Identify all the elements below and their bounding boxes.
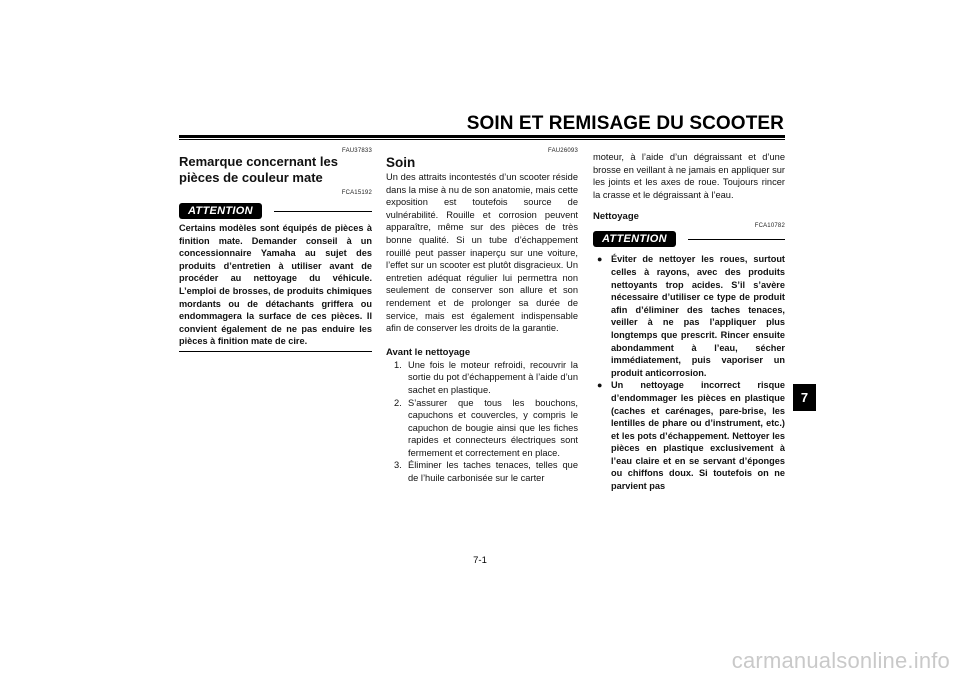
- middle-column: [386, 148, 578, 485]
- page-header-title: SOIN ET REMISAGE DU SCOOTER: [466, 113, 784, 134]
- step-number: 3.: [394, 460, 402, 471]
- bullet-icon: ●: [597, 254, 603, 265]
- continuation-paragraph: moteur, à l’aide d’un dégraissant et d’une brosse en veillant à ne jamais en appliquer sur les joints et les axes de roue. Toujours rincer la crasse et le dégraissant à l’eau.: [593, 152, 785, 200]
- step-number: 2.: [394, 397, 402, 408]
- before-cleaning-steps: [386, 359, 578, 485]
- section-code: FAU37833: [342, 148, 372, 154]
- attention-code: FCA15192: [341, 190, 372, 196]
- attention-badge: ATTENTION: [179, 203, 262, 219]
- chapter-tab: 7: [793, 384, 816, 411]
- right-column: [593, 151, 785, 493]
- left-column: [179, 148, 372, 352]
- list-item: [593, 379, 785, 492]
- cleaning-warnings: [593, 253, 785, 492]
- section-title-soin: Soin: [386, 155, 416, 170]
- section-code: FAU26093: [548, 148, 578, 154]
- header-rule: [179, 135, 785, 138]
- list-item: [386, 397, 578, 460]
- step-number: 1.: [394, 359, 402, 370]
- bullet-icon: ●: [597, 380, 603, 391]
- bullet-text: Éviter de nettoyer les roues, surtout celles à rayons, avec des produits nettoyants trop acides. S’il s’avère nécessaire d’utiliser ce type de produit afin d’éliminer des taches tenaces, veiller à ne pas l’appliquer plus longtemps que prescrit. Rincer ensuite abondamment à l’eau, sécher immédiatement, puis vaporiser un produit anticorrosion.: [611, 254, 785, 378]
- section-title-matte-parts: Remarque concernant les pièces de couleur mate: [179, 154, 338, 185]
- bullet-text: Un nettoyage incorrect risque d’endommager les pièces en plastique (caches et carénages, pare-brise, les lentilles de phare ou d’instrument, etc.) et les pots d’échappement. Nettoyer les pièces en plastique exclusivement à l’eau claire et en se servant d’éponges ou chiffons doux. Si toutefois on ne parvient pas: [611, 380, 785, 492]
- attention-code: FCA10782: [754, 223, 785, 230]
- attention-rule: [274, 211, 372, 212]
- step-text: Éliminer les taches tenaces, telles que de l’huile carbonisée sur le carter: [408, 460, 578, 484]
- before-cleaning-heading: Avant le nettoyage: [386, 346, 471, 358]
- list-item: [386, 459, 578, 484]
- step-text: Une fois le moteur refroidi, recouvrir la sortie du pot d’échappement à l’aide d’un sachet en plastique.: [408, 359, 578, 395]
- list-item: [386, 359, 578, 397]
- attention-text: Certains modèles sont équipés de pièces à finition mate. Demander conseil à un concessionnaire Yamaha au sujet des produits d’entretien à utiliser avant de procéder au nettoyage du véhicule. L’emploi de brosses, de produits chimiques mordants ou de détachants griffera ou endommagera la surface de ces pièces. Il convient également de ne pas enduire les pièces à finition mate de cire.: [179, 223, 372, 347]
- watermark: carmanualsonline.info: [731, 648, 950, 673]
- page-number: 7-1: [473, 555, 487, 566]
- cleaning-heading: Nettoyage: [593, 211, 639, 223]
- attention-header: [593, 231, 785, 247]
- attention-rule: [688, 239, 785, 240]
- intro-paragraph: Un des attraits incontestés d’un scooter réside dans la mise à nu de son anatomie, mais cette exposition est toutefois source de vulnérabilité. Rouille et corrosion peuvent apparaître, même sur des pièces de très bonne qualité. Si un tube d’échappement rouillé peut passer inaperçu sur une voiture, l’effet sur un scooter est plutôt disgracieux. Un entretien adéquat régulier lui permettra non seulement de conserver son allure et son rendement et de prolonger sa durée de service, mais est également indispensable afin de conserver les droits de la garantie.: [386, 172, 578, 334]
- attention-header: [179, 203, 372, 219]
- header-rule-thin: [179, 139, 785, 140]
- list-item: [593, 253, 785, 379]
- attention-badge: ATTENTION: [593, 231, 676, 247]
- attention-end-rule: [179, 351, 372, 352]
- step-text: S’assurer que tous les bouchons, capuchons et couvercles, y compris le capuchon de bougie ainsi que les fiches rapides et connecteurs électriques sont fermement et correctement en place.: [408, 397, 578, 458]
